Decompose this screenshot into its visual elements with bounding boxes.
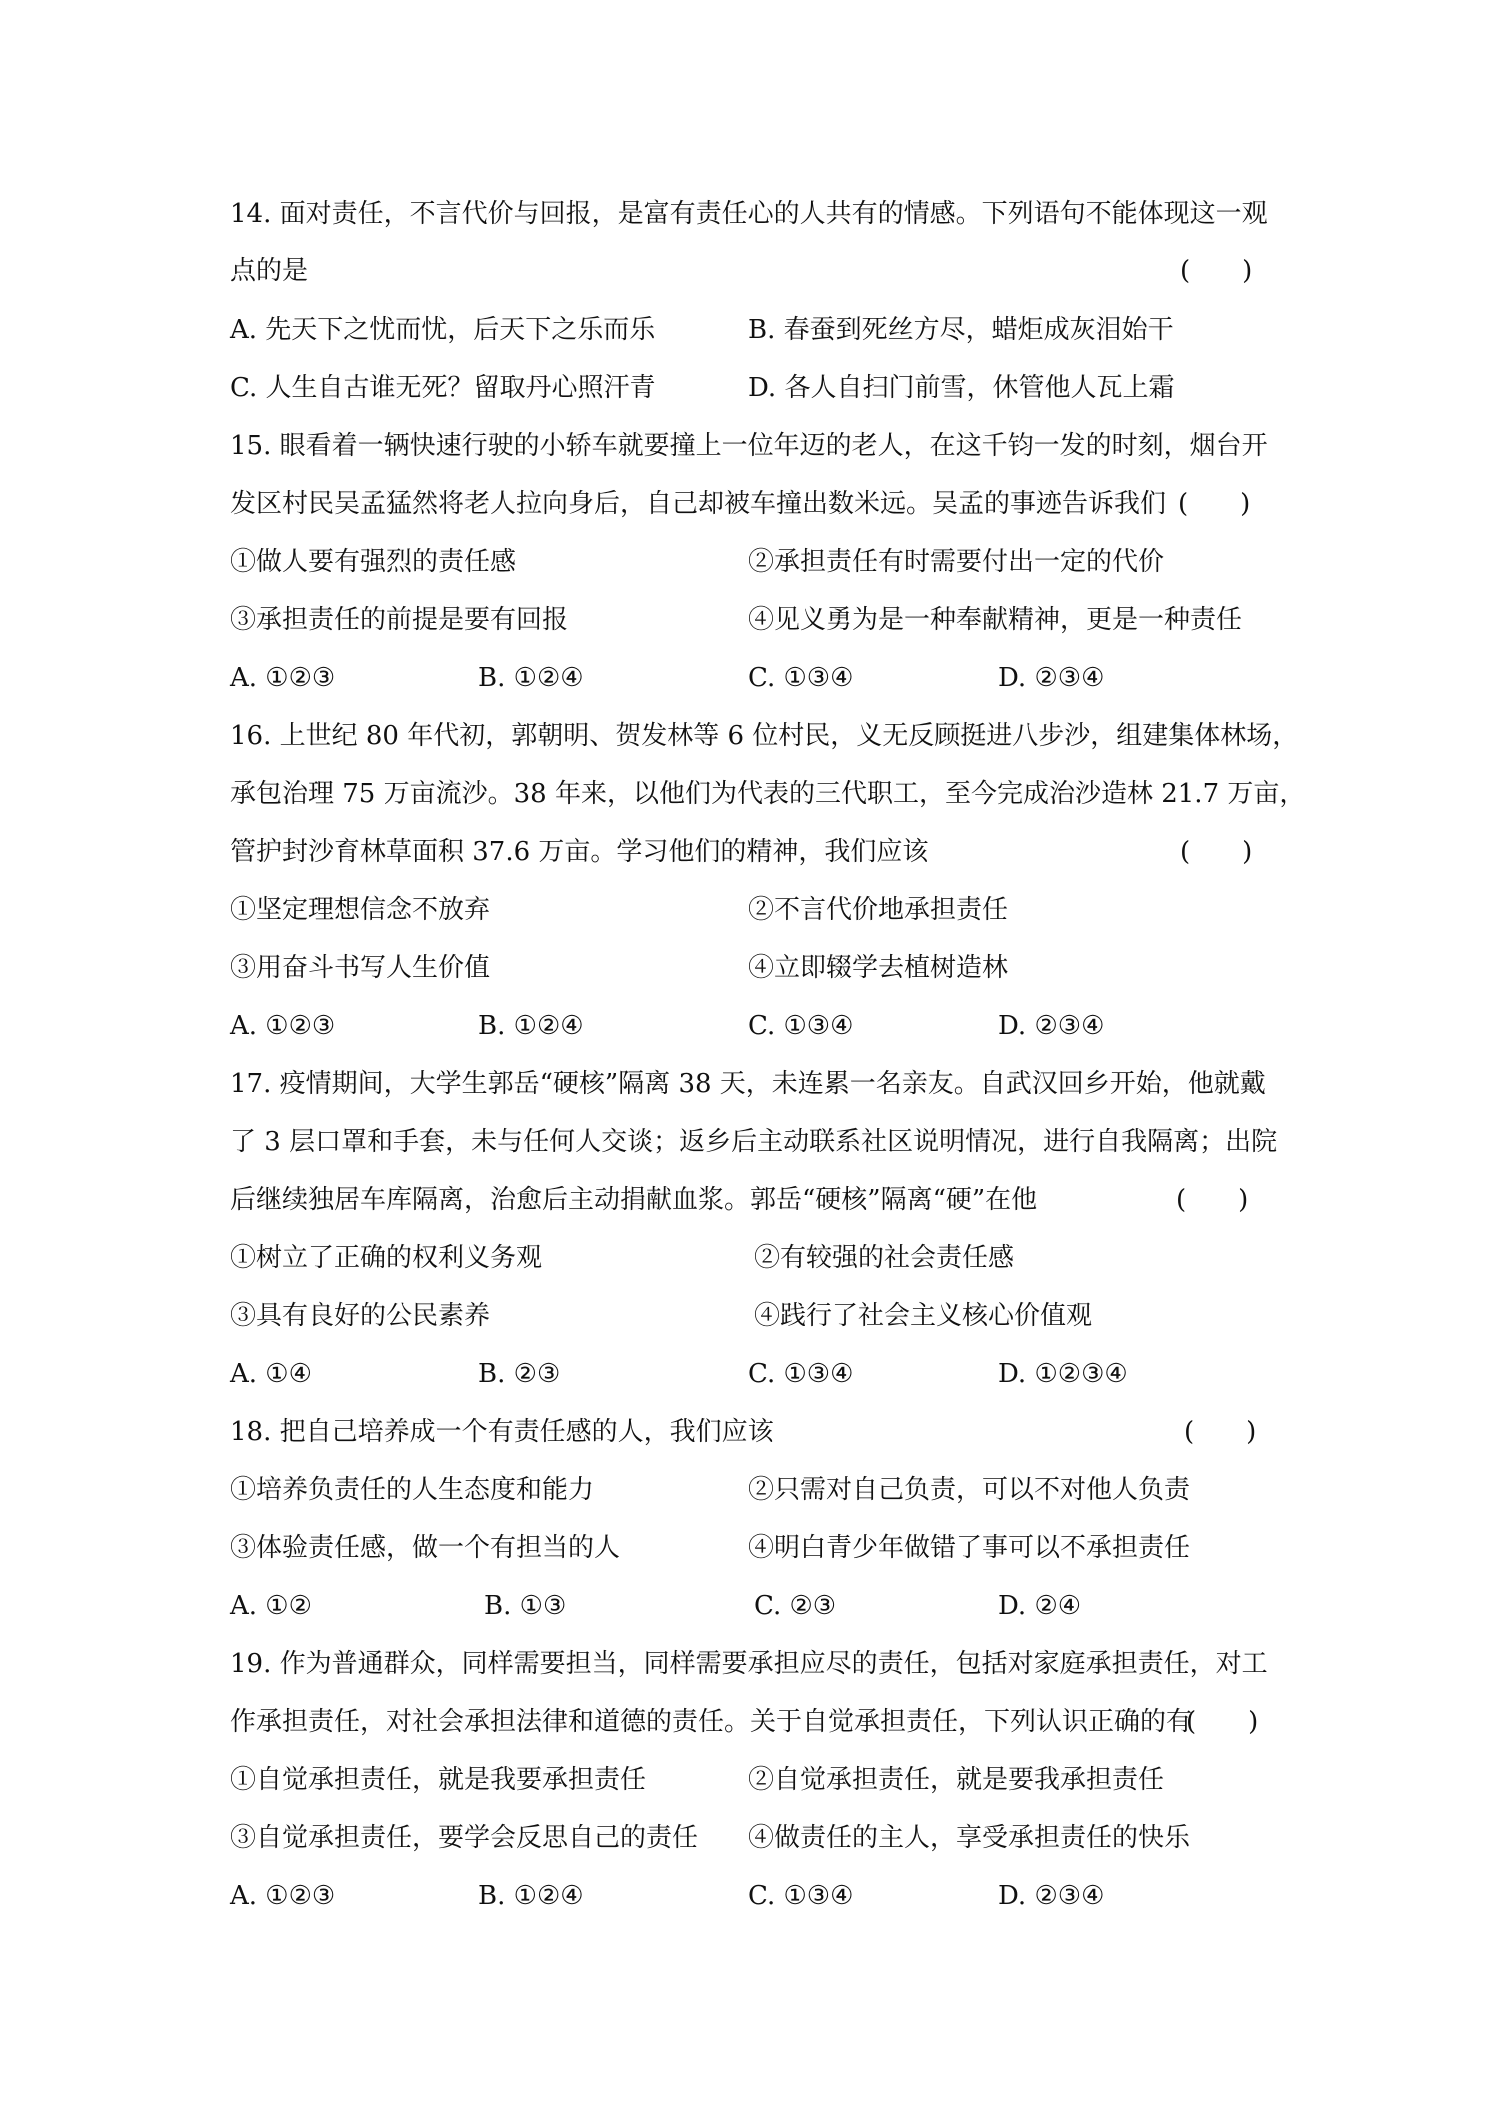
option-c: C. ①③④ [748,1881,854,1911]
option-c: C. ①③④ [748,663,854,693]
option-b: B. ②③ [478,1359,561,1389]
statement-2: ②自觉承担责任，就是要我承担责任 [748,1765,1165,1795]
option-b: B. ①②④ [478,1881,584,1911]
statement-3: ③承担责任的前提是要有回报 [230,605,569,635]
question-stem-line: 承包治理 75 万亩流沙。38 年来，以他们为代表的三代职工，至今完成治沙造林 21.7 万亩， [230,779,1306,809]
answer-parentheses: ( ) [1186,1707,1259,1737]
option-a: A. ①④ [230,1359,312,1389]
option-d: D. ②③④ [998,1881,1105,1911]
option-d: D. ②③④ [998,1011,1105,1041]
question-stem-line: 管护封沙育林草面积 37.6 万亩。学习他们的精神，我们应该 [230,837,929,867]
answer-parentheses: ( ) [1184,1417,1257,1447]
question-stem-line: 17. 疫情期间，大学生郭岳“硬核”隔离 38 天，未连累一名亲友。自武汉回乡开始，他就戴 [230,1069,1266,1099]
statement-3: ③用奋斗书写人生价值 [230,953,491,983]
option-c: C. ①③④ [748,1359,854,1389]
option-c: C. ①③④ [748,1011,854,1041]
statement-4: ④立即辍学去植树造林 [748,953,1009,983]
option-c: C. ②③ [754,1591,837,1621]
option-d: D. ②③④ [998,663,1105,693]
statement-1: ①树立了正确的权利义务观 [230,1243,543,1273]
statement-4: ④做责任的主人，享受承担责任的快乐 [748,1823,1191,1853]
answer-parentheses: ( ) [1180,837,1253,867]
option-d: D. ②④ [998,1591,1082,1621]
statement-4: ④见义勇为是一种奉献精神，更是一种责任 [748,605,1243,635]
option-d: D. ①②③④ [998,1359,1128,1389]
statement-2: ②承担责任有时需要付出一定的代价 [748,547,1165,577]
option-a: A. ①②③ [230,1011,336,1041]
question-stem-line: 作承担责任，对社会承担法律和道德的责任。关于自觉承担责任，下列认识正确的有 [230,1707,1193,1737]
option-a: A. ①②③ [230,1881,336,1911]
option-b: B. ①②④ [478,663,584,693]
statement-3: ③自觉承担责任，要学会反思自己的责任 [230,1823,699,1853]
option-b: B. ①③ [484,1591,567,1621]
question-stem-line: 16. 上世纪 80 年代初，郭朝明、贺发林等 6 位村民，义无反顾挺进八步沙，组建集体林场， [230,721,1299,751]
statement-1: ①培养负责任的人生态度和能力 [230,1475,595,1505]
statement-2: ②只需对自己负责，可以不对他人负责 [748,1475,1191,1505]
question-stem-line: 19. 作为普通群众，同样需要担当，同样需要承担应尽的责任，包括对家庭承担责任，对工 [230,1649,1268,1679]
question-stem-line: 15. 眼看着一辆快速行驶的小轿车就要撞上一位年迈的老人，在这千钧一发的时刻，烟台开 [230,431,1268,461]
question-stem-line: 18. 把自己培养成一个有责任感的人，我们应该 [230,1417,774,1447]
question-stem-line: 14. 面对责任，不言代价与回报，是富有责任心的人共有的情感。下列语句不能体现这一观 [230,199,1268,229]
option-a: A. 先天下之忧而忧，后天下之乐而乐 [230,315,656,345]
option-b: B. 春蚕到死丝方尽，蜡炬成灰泪始干 [748,315,1174,345]
question-stem-line: 后继续独居车库隔离，治愈后主动捐献血浆。郭岳“硬核”隔离“硬”在他 [230,1185,1038,1215]
answer-parentheses: ( ) [1180,256,1253,286]
statement-1: ①坚定理想信念不放弃 [230,895,491,925]
statement-3: ③体验责任感，做一个有担当的人 [230,1533,621,1563]
statement-4: ④明白青少年做错了事可以不承担责任 [748,1533,1191,1563]
option-a: A. ①②③ [230,663,336,693]
statement-3: ③具有良好的公民素养 [230,1301,491,1331]
option-c: C. 人生自古谁无死？留取丹心照汗青 [230,373,656,403]
question-stem-line: 了 3 层口罩和手套，未与任何人交谈；返乡后主动联系社区说明情况，进行自我隔离；出院 [230,1127,1278,1157]
question-stem-line: 点的是 [230,256,309,286]
statement-4: ④践行了社会主义核心价值观 [754,1301,1093,1331]
option-b: B. ①②④ [478,1011,584,1041]
question-stem-line: 发区村民吴孟猛然将老人拉向身后，自己却被车撞出数米远。吴孟的事迹告诉我们 [230,489,1167,519]
answer-parentheses: ( ) [1176,1185,1249,1215]
statement-2: ②不言代价地承担责任 [748,895,1009,925]
statement-2: ②有较强的社会责任感 [754,1243,1015,1273]
option-a: A. ①② [230,1591,312,1621]
statement-1: ①做人要有强烈的责任感 [230,547,517,577]
answer-parentheses: ( ) [1178,489,1251,519]
statement-1: ①自觉承担责任，就是我要承担责任 [230,1765,647,1795]
option-d: D. 各人自扫门前雪，休管他人瓦上霜 [748,373,1175,403]
